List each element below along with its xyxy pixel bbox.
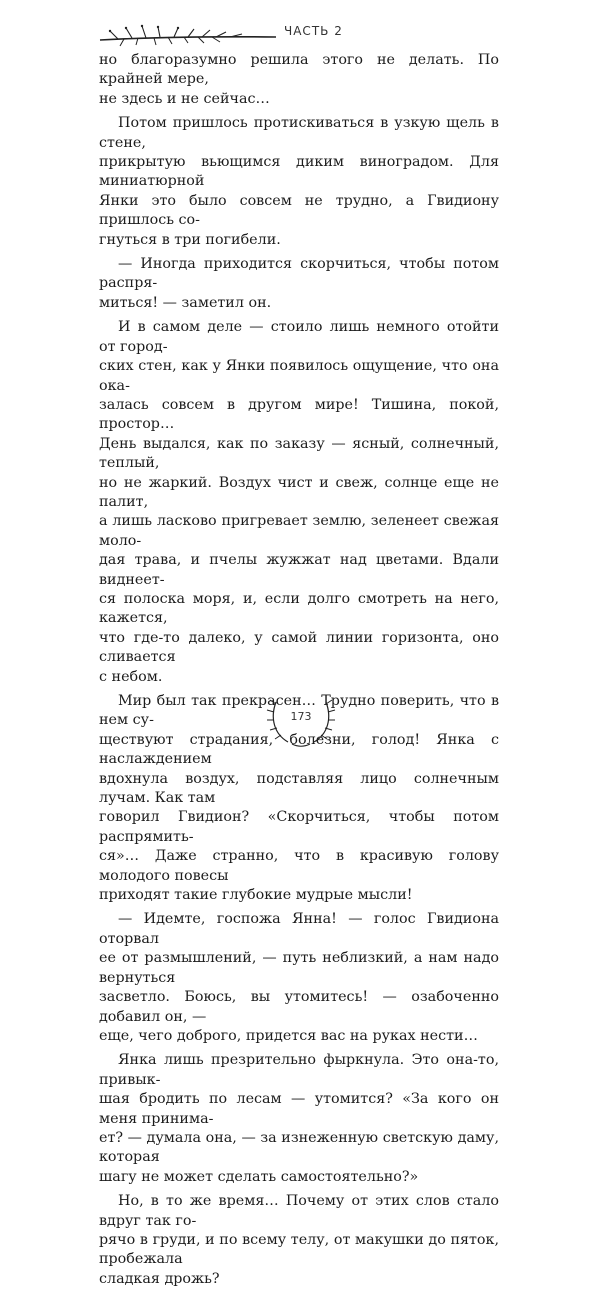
- paragraph: но благоразумно решила этого не делать. По крайней мере, не здесь и не сейчас…: [99, 52, 499, 107]
- branch-ornament-icon: [98, 16, 278, 48]
- paragraph: И в самом деле — стоило лишь немного отойти от город- ских стен, как у Янки появилось ощущение, что она ока- залась совсем в другом мире! Тишина, покой, простор… День выдался, как по заказу — ясный, солнечный, теплый, но не жаркий. Воздух чист и свеж, солнце еще не палит, а лишь ласково пригревает землю, зеленеет свежая моло- дая трава, и пчелы жужжат над цветами. Вдали виднеет- ся полоска моря, и, если долго смотреть на него, кажется, что где-то далеко, у самой линии горизонта, оно сливается с небом.: [99, 319, 499, 685]
- page-header: [0, 0, 600, 52]
- page-number: 173: [290, 710, 312, 723]
- paragraph: Янка лишь презрительно фыркнула. Это она-то, привык- шая бродить по лесам — утомится? «За кого он меня принима- ет? — думала она, — за изнеженную светскую даму, которая шагу не может сделать самостоятельно?»: [99, 1052, 499, 1185]
- body-text: [99, 51, 499, 1294]
- paragraph: — Иногда приходится скорчиться, чтобы потом распря- миться! — заметил он.: [99, 256, 499, 311]
- paragraph: Потом пришлось протискиваться в узкую щель в стене, прикрытую вьющимся диким виноградом. Для миниатюрной Янки это было совсем не трудно, а Гвидиону пришлось со- гнуться в три погибели.: [99, 115, 499, 248]
- paragraph: Но, в то же время… Почему от этих слов стало вдруг так го- рячо в груди, и по всему телу, от макушки до пяток, пробежала сладкая дрожь?: [99, 1193, 499, 1287]
- paragraph: — Идемте, госпожа Янна! — голос Гвидиона оторвал ее от размышлений, — путь неблизкий, а нам надо вернуться засветло. Боюсь, вы утомитесь! — озабоченно добавил он, — еще, чего доброго, придется вас на руках нести…: [99, 911, 499, 1044]
- page-footer: [0, 690, 600, 750]
- paragraph: Мир был так прекрасен… Трудно поверить, что в нем су- ществуют страдания, болезни, голод! Янка с наслаждением вдохнула воздух, подставляя лицо солнечным лучам. Как там говорил Гвидион? «Скорчиться, чтобы потом распрямить- ся»… Даже странно, что в красивую голову молодого повесы приходят такие глубокие мудрые мысли!: [99, 693, 499, 904]
- part-label: ЧАСТЬ 2: [284, 24, 343, 38]
